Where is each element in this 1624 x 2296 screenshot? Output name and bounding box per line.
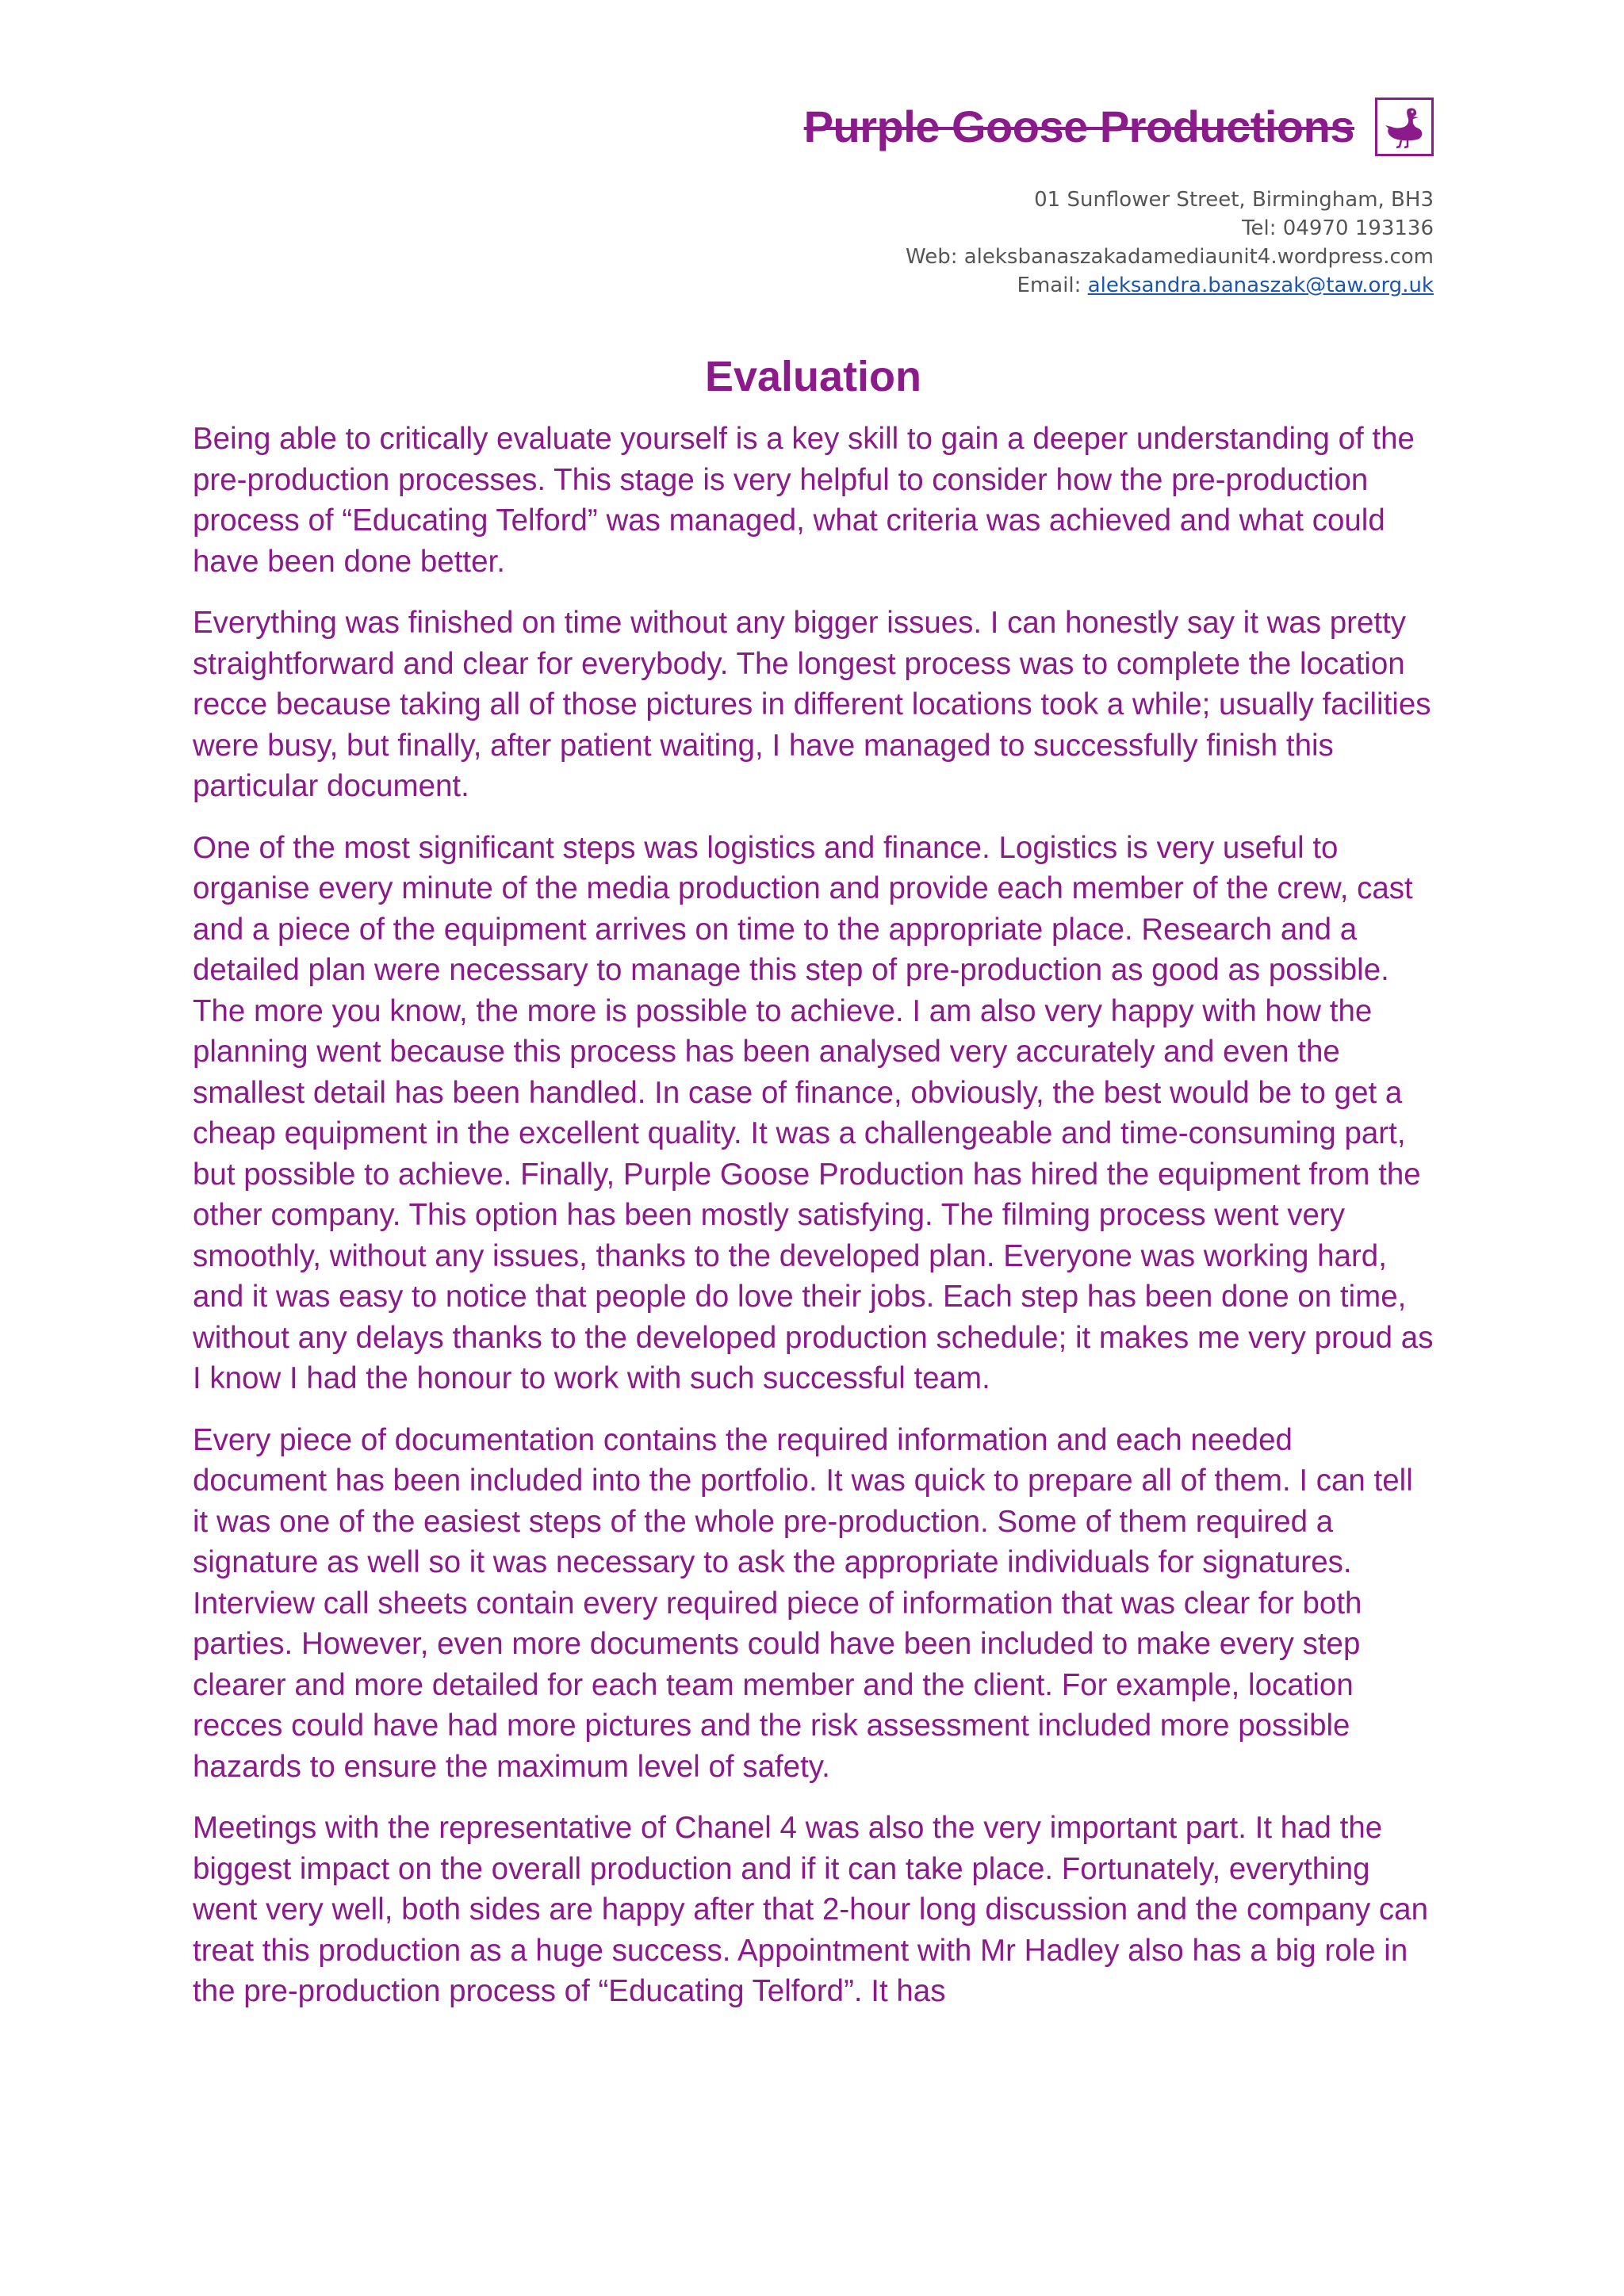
- company-name: Purple Goose Productions: [803, 101, 1354, 151]
- paragraph-5: Meetings with the representative of Chanel 4 was also the very important part. It had the biggest impact on the overall production and if it can take place. Fortunately, everything went very well, both sides are happy after that 2-hour long discussion and the company can treat this production as a huge success. Appointment with Mr Hadley also has a big role in the pre-production process of “Educating Telford”. It has: [193, 1811, 1429, 2008]
- contact-block: [804, 186, 1434, 300]
- letterhead: [804, 95, 1434, 300]
- goose-icon: [1375, 98, 1434, 156]
- email-link[interactable]: aleksandra.banaszak@taw.org.uk: [1087, 274, 1434, 297]
- paragraph-4: Every piece of documentation contains the required information and each needed document has been included into the portfolio. It was quick to prepare all of them. I can tell it was one of the easiest steps of the whole pre-production. Some of them required a signature as well so it was necessary to ask the appropriate individuals for signatures. Interview call sheets contain every required piece of information that was clear for both parties. However, even more documents could have been included to make every step clearer and more detailed for each team member and the client. For example, location recces could have had more pictures and the risk assessment included more possible hazards to ensure the maximum level of safety.: [193, 1422, 1413, 1784]
- paragraph-2: Everything was finished on time without any bigger issues. I can honestly say it was pretty straightforward and clear for everybody. The longest process was to complete the location recce because taking all of those pictures in different locations took a while; usually facilities were busy, but finally, after patient waiting, I have managed to successfully finish this particular document.: [193, 606, 1431, 803]
- paragraph-3: One of the most significant steps was logistics and finance. Logistics is very useful to organise every minute of the media production and provide each member of the crew, cast and a piece of the equipment arrives on time to the appropriate place. Research and a detailed plan were necessary to manage this step of pre-production as good as possible. The more you know, the more is possible to achieve. I am also very happy with how the planning went because this process has been analysed very accurately and even the smallest detail has been handled. In case of finance, obviously, the best would be to get a cheap equipment in the excellent quality. It was a challengeable and time-consuming part, but possible to achieve. Finally, Purple Goose Production has hired the equipment from the other company. This option has been mostly satisfying. The filming process went very smoothly, without any issues, thanks to the developed plan. Everyone was working hard, and it was easy to notice that people do love their jobs. Each step has been done on time, without any delays thanks to the developed production schedule; it makes me very proud as I know I had the honour to work with such successful team.: [193, 830, 1434, 1395]
- telephone: Tel: 04970 193136: [1242, 216, 1434, 240]
- company-row: [804, 95, 1434, 159]
- address: 01 Sunflower Street, Birmingham, BH3: [1034, 188, 1434, 212]
- website: Web: aleksbanaszakadamediaunit4.wordpress.com: [906, 245, 1434, 269]
- document-title: Evaluation: [704, 353, 922, 400]
- email-label: Email:: [1017, 274, 1088, 297]
- goose-icon-graphic: [1384, 105, 1425, 149]
- email-line: [804, 271, 1434, 300]
- document-body: [193, 349, 1434, 2033]
- paragraph-1: Being able to critically evaluate yourself is a key skill to gain a deeper understanding of the pre-production processes. This stage is very helpful to consider how the pre-production process of “Educating Telford” was managed, what criteria was achieved and what could have been done better.: [193, 422, 1415, 579]
